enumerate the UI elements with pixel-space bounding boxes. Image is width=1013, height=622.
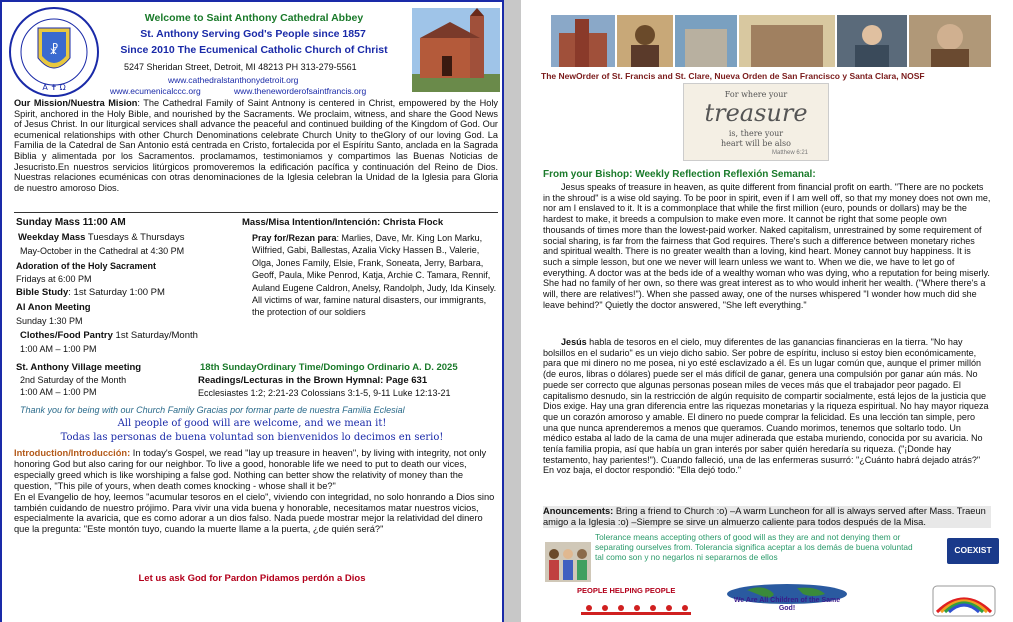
clothes-hours: 1:00 AM – 1:00 PM bbox=[20, 344, 97, 354]
left-page bbox=[0, 0, 504, 622]
thanks-line: Thank you for being with our Church Family Gracias por formar parte de nuestra Familia Eclesial bbox=[20, 405, 405, 415]
since-heading: Since 2010 The Ecumenical Catholic Church of Christ bbox=[120, 44, 388, 56]
pardon-line: Let us ask God for Pardon Pidamos perdón a Dios bbox=[138, 573, 366, 584]
adoration: Adoration of the Holy Sacrament bbox=[16, 261, 157, 271]
announcements bbox=[543, 506, 991, 528]
intro-text-en: In today's Gospel, we read "lay up treasure in heaven", by living with integrity, not only honoring God but also caring for our neighbor. To live a good, honorable life we need to put to death our vices, especially greed which is like worshiping a false god. Nothing can better show the relativity of money than the question, "This pile of yours, when death comes knocking - whose shall it be?" bbox=[14, 448, 487, 491]
ordinary-time: 18th SundayOrdinary Time/Domingo Ordinario A. D. 2025 bbox=[200, 362, 458, 373]
treasure-line-2: is, there your bbox=[728, 129, 784, 138]
divider bbox=[14, 212, 498, 213]
reflection-es bbox=[543, 337, 991, 476]
reflection-title: From your Bishop: Weekly Reflection Reflexión Semanal: bbox=[543, 169, 816, 180]
site-link-3[interactable]: www.theneworderofsaintfrancis.org bbox=[234, 86, 367, 96]
alanon: Al Anon Meeting bbox=[16, 302, 91, 313]
mission-label: Our Mission/Nuestra Mision bbox=[14, 98, 138, 108]
intro-label: Introduction/Introducción: bbox=[14, 448, 131, 458]
weekday-label: Weekday Mass bbox=[18, 232, 86, 243]
site-link-1[interactable]: www.cathedralstanthonydetroit.org bbox=[168, 75, 299, 85]
serving-heading: St. Anthony Serving God's People since 1857 bbox=[140, 28, 366, 40]
adoration-time: Fridays at 6:00 PM bbox=[16, 274, 92, 284]
clothes-pantry bbox=[20, 330, 198, 341]
svg-text:☧: ☧ bbox=[49, 43, 59, 57]
order-title: The NewOrder of St. Francis and St. Clare, Nueva Orden de San Francisco y Santa Clara, NOSF bbox=[541, 71, 925, 81]
village-meeting: St. Anthony Village meeting bbox=[16, 362, 142, 373]
welcome-heading: Welcome to Saint Anthony Cathedral Abbey bbox=[144, 12, 364, 24]
pray-for-list bbox=[252, 232, 498, 319]
mission-paragraph bbox=[14, 98, 498, 193]
bible-study bbox=[16, 287, 165, 298]
readings-title: Readings/Lecturas in the Brown Hymnal: Page 631 bbox=[198, 375, 428, 386]
intro-text-es: En el Evangelio de hoy, leemos "acumular tesoros en el cielo", viviendo con integridad, no solo honrando a Dios sino también cuidando de nuestro prójimo. Para vivir una vida buena y honorable, necesitamos matar nuestros vicios, especialmente la avaricia, que es como adorar a un dios falso. Nada puede mostrar mejor la relatividad del dinero que la pregunta: "Este montón tuyo, cuando la muerte llame a la puerta, ¿de quién será?" bbox=[14, 491, 495, 535]
weekday-mass bbox=[18, 232, 185, 243]
cathedral-photo bbox=[412, 8, 500, 92]
clothes-label: Clothes/Food Pantry bbox=[20, 330, 113, 341]
right-page bbox=[521, 0, 1013, 622]
weekday-days: Tuesdays & Thursdays bbox=[85, 232, 185, 243]
alanon-time: Sunday 1:30 PM bbox=[16, 316, 83, 326]
treasure-word: treasure bbox=[704, 99, 808, 127]
church-seal-logo bbox=[8, 6, 100, 98]
tolerance-text: Tolerance means accepting others of good will as they are and not denying them or separating ourselves from. Tolerancia significa aceptar a los demás de buena voluntad tal como son y no negarlos ni separarnos de ellos bbox=[595, 532, 913, 562]
weekday-detail: May-October in the Cathedral at 4:30 PM bbox=[20, 246, 185, 256]
svg-text:A ✝ Ω: A ✝ Ω bbox=[42, 83, 66, 92]
announcements-text: Bring a friend to Church :o) –A warm Luncheon for all is always served after Mass. Traeun amigo a la Iglesia :o) –Siempre se sirve un almuerzo caliente para todos después de la Misa. bbox=[543, 506, 986, 527]
sunday-mass: Sunday Mass 11:00 AM bbox=[16, 217, 126, 228]
treasure-line-1: For where your bbox=[724, 90, 788, 99]
readings-refs: Ecclesiastes 1:2; 2:21-23 Colossians 3:1-5, 9-11 Luke 12:13-21 bbox=[198, 388, 451, 398]
intro-paragraph bbox=[14, 448, 498, 535]
bible-time: : 1st Saturday 1:00 PM bbox=[68, 287, 165, 298]
header-photo-strip bbox=[551, 15, 991, 67]
reflection-es-label: Jesús bbox=[561, 337, 587, 347]
rainbow-unity-image bbox=[929, 584, 999, 618]
people-group-photo bbox=[545, 542, 591, 582]
reflection-es-text: habla de tesoros en el cielo, muy diferentes de las ganancias financieras en la tierra. "No hay bolsillos en el sudario" es un viejo dicho sabio. Ser pobre de espíritu, incluso si estoy bien económicamente, para que mi dinero no me posea, ni yo esté esclavizado a él. Es un lugar común que, aunque el primer millón (de euros, libras o dólares) puede ser el más difícil de ganar, genera una compulsión por ganar aún más. No puede ser correcto que algunas personas posean miles de veces más que el trabajador peor pagado. El capitalismo desnudo, sin la restricción de algún requisito de compartir socialmente, está lejos de la justicia que Dios exige. Hay una gran diferencia entre las riquezas monetarias y la riqueza espiritual. No hay mayor riqueza que un corazón amoroso y amable. El dinero no puede comprar la felicidad. Es una lección tan simple, pero una que nunca aprenderemos a menos que queramos. Cuando morimos, tenemos que soltarlo todo. Un médico estaba al lado de la cama de una mujer adinerada que estaba muriendo, conocida por su avaricia. No tenía familia propia, así que había un gran interés por saber quién heredaría su riqueza. ("¡Donde hay testamento, hay parientes!"). Cuando falleció, una de las enfermeras susurró: "¿Cuánto habrá dejado atrás?" En voz baja, el doctor respondió: "Ella dejó todo." bbox=[543, 337, 989, 476]
pray-names: : Marlies, Dave, Mr. King Lon Marku, Wilfried, Gabi, Ballestas, Azalia Vicky Hassen B., Valerie, Olga, Jones Family, Elsie, Frank, Soneata, Jerry, Barbara, Geoff, Paula, Mike Penrod, Katja, Archie C. Tamara, Rennif, Auland Eugene Caldron, Anelsy, Randolph, Judy, Ida Kinsely. All victims of war, famine natural disasters, our immigrants, the protection of our soldiers bbox=[252, 233, 497, 318]
bible-label: Bible Study bbox=[16, 287, 69, 298]
village-day: 2nd Saturday of the Month bbox=[20, 375, 127, 385]
children-text: We Are All Children of the Same God! bbox=[733, 597, 841, 612]
reflection-en: Jesus speaks of treasure in heaven, as quite different from financial profit on earth. "There are no pockets in the shroud" is a wise old saying. To be poor in spirit, even if I am well off, so that my money does not own me, nor am I enslaved to it. It is a commonplace that while the first million (euro, pounds or dollars) may be the hardest to make, it breeds a compulsion to make even more. It cannot be right that some people own thousands of times more than the lowest-paid worker. Naked capitalism, unrestrained by some requirement of social sharing, is far from the fairness that God requires. There's such a difference between monetary riches and spiritual wealth. There is no greater wealth than a loving, kind heart. Money cannot buy happiness. It is such a simple lesson, but one we never will learn unless we want to. When we die, we have to let go of everything. A doctor was at the beds ide of a wealthy woman who was dying, who a reputation for being miserly. She had no family of her own, so there was great interest as to who would inherit her wealth. ("Where there's a will, there are relatives!"). When she passed away, one of the nurses whispered "I wonder how much did she leave behind?" Quietly the doctor answered, "She left everything." bbox=[543, 182, 991, 310]
treasure-quote-card bbox=[683, 83, 829, 161]
mass-intention: Mass/Misa Intention/Intención: Christa Flock bbox=[242, 217, 444, 228]
site-link-2[interactable]: www.ecumenicalccc.org bbox=[110, 86, 201, 96]
treasure-ref: Matthew 6:21 bbox=[772, 150, 809, 156]
village-hours: 1:00 AM – 1:00 PM bbox=[20, 387, 97, 397]
welcome-all-es: Todas las personas de buena voluntad son bienvenidos lo decimos en serio! bbox=[60, 432, 444, 443]
people-helping-text: PEOPLE HELPING PEOPLE bbox=[577, 586, 676, 595]
pray-label: Pray for/Rezan para bbox=[252, 233, 337, 243]
coexist-badge bbox=[947, 538, 999, 564]
welcome-all-en: All people of good will are welcome, and we mean it! bbox=[117, 418, 387, 429]
mission-text: : The Cathedral Family of Saint Antnony is centered in Christ, empowered by the Holy Spirit, anchored in the Holy Bible, and nourished by the Sacraments. We proclaim, witness, and share the Good News of Jesus Christ. In our liturgical services shall advance the peaceful and continued building of the Kingdom of God. Our ecumenical relationships with other Church Denominations celebrate Church Unity to theGlory of our loving God. La Familia de la Catedral de San Antonio está centrada en Cristo, fortalecida por el Espíritu Santo, anclada en la Sagrada Biblia y alimentada por los Sacramentos. proclamamos, testimoniamos y compartimos las Buenas Noticias de Jesucristo.En nuestros servicios litúrgicos promoveremos la edificación pacífica y continuación del Reino de Dios. Nuestras relaciones ecuménicas con otras denominaciones de la Iglesia celebran la Unidad de la Iglesia para Gloria de nuestro amoroso Dios. bbox=[14, 98, 498, 193]
clothes-time: 1st Saturday/Month bbox=[112, 330, 198, 341]
address: 5247 Sheridan Street, Detroit, MI 48213 PH 313-279-5561 bbox=[124, 62, 357, 72]
coexist-text: COEXIST bbox=[954, 545, 992, 555]
announcements-label: Anouncements: bbox=[543, 506, 614, 516]
treasure-line-3: heart will be also bbox=[721, 139, 791, 148]
